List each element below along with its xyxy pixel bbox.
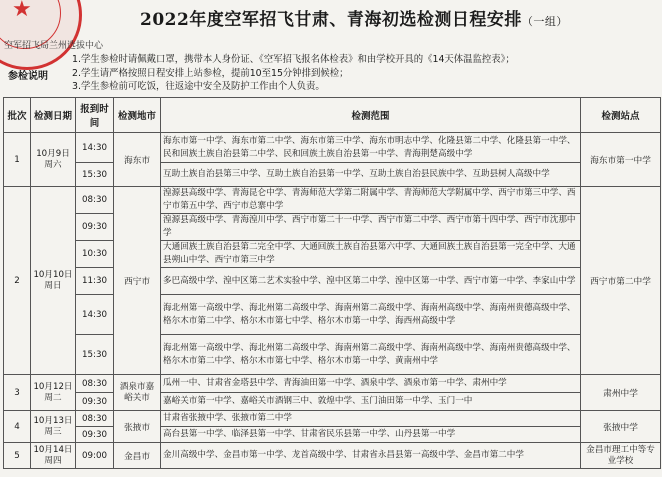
weekday-text: 周四 (44, 455, 62, 466)
table-row (4, 393, 661, 411)
batch-date (31, 411, 76, 443)
weekday-text: 周六 (44, 159, 62, 170)
note-line: 3.学生参检前可吃饭，往返途中安全及防护工作由个人负责。 (72, 81, 325, 92)
header-site: 检测站点 (581, 98, 661, 133)
seal-star-icon: ★ (12, 0, 32, 22)
batch-number: 5 (4, 443, 31, 469)
slot-time: 11:30 (76, 268, 114, 295)
slot-time: 15:30 (76, 335, 114, 375)
table-row (4, 335, 661, 375)
slot-time: 08:30 (76, 375, 114, 393)
date-text: 10月12日 (33, 381, 73, 392)
slot-scope: 金川高级中学、金昌市第一中学、龙首高级中学、甘肃省永昌县第一高级中学、金昌市第二中学 (161, 443, 581, 469)
batch-site: 张掖中学 (581, 411, 661, 443)
batch-site: 肃州中学 (581, 375, 661, 411)
slot-time: 09:30 (76, 214, 114, 241)
table-row (4, 163, 661, 187)
weekday-text: 周二 (44, 392, 62, 403)
header-city: 检测地市 (114, 98, 161, 133)
batch-number: 4 (4, 411, 31, 443)
slot-scope: 高台县第一中学、临泽县第一中学、甘肃省民乐县第一中学、山丹县第一中学 (161, 427, 581, 443)
notes-section (0, 51, 662, 95)
batch-number: 1 (4, 133, 31, 187)
slot-scope: 海北州第一高级中学、海北州第二高级中学、海南州第二高级中学、海南州高级中学、海南州贵德高级中学、格尔木市第二中学、格尔木市第七中学、格尔木市第一中学、黄南州中学 (161, 335, 581, 375)
slot-scope: 嘉峪关市第一中学、嘉峪关市酒钢三中、敦煌中学、玉门油田第一中学、玉门一中 (161, 393, 581, 411)
batch-date (31, 133, 76, 187)
batch-number: 3 (4, 375, 31, 411)
slot-time: 10:30 (76, 241, 114, 268)
note-line: 2.学生请严格按照日程安排上站参检，提前10至15分钟排到候检； (72, 67, 349, 79)
slot-scope: 海北州第一高级中学、海北州第二高级中学、海南州第二高级中学、海南州高级中学、海南州贵德高级中学、格尔木市第二中学、格尔木市第七中学、格尔木市第一中学、海西州高级中学 (161, 295, 581, 335)
notes-lines (72, 53, 515, 94)
slot-time: 09:30 (76, 427, 114, 443)
table-header-row (4, 98, 661, 133)
page-title (140, 5, 568, 30)
slot-scope: 湟源县高级中学、青海湟川中学、西宁市第二十一中学、西宁市第二中学、西宁市第十四中学、西宁市沈那中学 (161, 214, 581, 241)
batch-date (31, 187, 76, 375)
slot-time: 14:30 (76, 295, 114, 335)
slot-time: 08:30 (76, 411, 114, 427)
organization-name: 空军招飞局兰州选拔中心 (4, 41, 104, 51)
slot-scope: 瓜州一中、甘肃省金塔县中学、青海油田第一中学、酒泉中学、酒泉市第一中学、肃州中学 (161, 375, 581, 393)
batch-date (31, 443, 76, 469)
slot-scope: 甘肃省张掖中学、张掖市第二中学 (161, 411, 581, 427)
slot-time: 09:00 (76, 443, 114, 469)
header-batch: 批次 (4, 98, 31, 133)
weekday-text: 周日 (44, 280, 62, 291)
date-text: 10月13日 (33, 415, 73, 426)
slot-scope: 湟源县高级中学、青海昆仑中学、青海师范大学第二附属中学、青海师范大学附属中学、西宁市第三中学、西宁市第五中学、西宁市总寨中学 (161, 187, 581, 214)
slot-time: 14:30 (76, 133, 114, 163)
group-label: （一组） (521, 15, 568, 28)
page-title-text: 2022年度空军招飞甘肃、青海初选检测日程安排 (140, 10, 522, 30)
table-row (4, 214, 661, 241)
batch-city: 西宁市 (114, 187, 161, 375)
table-row (4, 411, 661, 427)
slot-time: 08:30 (76, 187, 114, 214)
table-row (4, 443, 661, 469)
table-row (4, 187, 661, 214)
date-text: 10月10日 (33, 269, 73, 280)
batch-site: 金昌市理工中等专业学校 (581, 443, 661, 469)
schedule-table (3, 97, 661, 469)
slot-time: 15:30 (76, 163, 114, 187)
batch-date (31, 375, 76, 411)
table-row (4, 268, 661, 295)
slot-scope: 海东市第一中学、海东市第二中学、海东市第三中学、海东市明志中学、化隆县第二中学、化隆县第一中学、民和回族土族自治县第二中学、民和回族土族自治县第一中学、青海荆楚高级中学 (161, 133, 581, 163)
batch-site: 海东市第一中学 (581, 133, 661, 187)
batch-city: 金昌市 (114, 443, 161, 469)
slot-scope: 大通回族土族自治县第二完全中学、大通回族土族自治县第六中学、大通回族土族自治县第一完全中学、大通县朔山中学、西宁市第三中学 (161, 241, 581, 268)
table-row (4, 375, 661, 393)
table-row (4, 241, 661, 268)
slot-time: 09:30 (76, 393, 114, 411)
batch-city: 海东市 (114, 133, 161, 187)
table-row (4, 295, 661, 335)
header-time: 报到时间 (76, 98, 114, 133)
notes-label: 参检说明 (8, 71, 48, 82)
batch-site: 西宁市第二中学 (581, 187, 661, 375)
slot-scope: 互助土族自治县第三中学、互助土族自治县第一中学、互助土族自治县民族中学、互助县树人高级中学 (161, 163, 581, 187)
table-row (4, 133, 661, 163)
slot-scope: 多巴高级中学、湟中区第二艺术实验中学、湟中区第二中学、湟中区第一中学、西宁市第一中学、李家山中学 (161, 268, 581, 295)
batch-city: 张掖市 (114, 411, 161, 443)
weekday-text: 周三 (44, 426, 62, 437)
note-line: 1.学生参检时请佩戴口罩，携带本人身份证、《空军招飞报名体检表》和由学校开具的《14天体温监控表》； (72, 54, 515, 65)
header-scope: 检测范围 (161, 98, 581, 133)
date-text: 10月9日 (36, 148, 70, 159)
date-text: 10月14日 (33, 444, 73, 455)
batch-number: 2 (4, 187, 31, 375)
table-row (4, 427, 661, 443)
batch-city: 酒泉市嘉峪关市 (114, 375, 161, 411)
header-date: 检测日期 (31, 98, 76, 133)
